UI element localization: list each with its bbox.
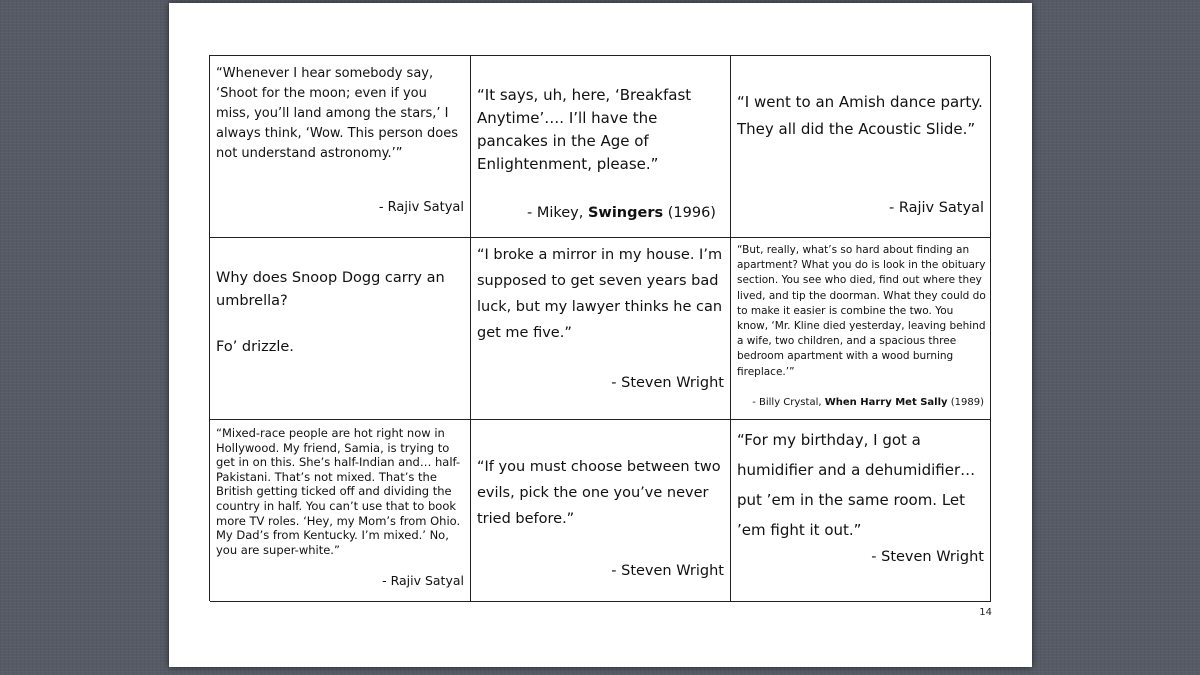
attribution-suffix: (1989): [947, 397, 984, 408]
quote-cell-4: [210, 238, 471, 420]
document-page: [169, 3, 1032, 667]
quote-attribution: [527, 205, 716, 221]
riddle-answer: Fo’ drizzle.: [216, 339, 294, 355]
quote-text: “Whenever I hear somebody say, ‘Shoot for the moon; even if you miss, you’ll land among the stars,’ I always think, ‘Wow. This person does not understand astronomy.’”: [216, 66, 459, 161]
quote-text: “For my birthday, I got a humidifier and a dehumidifier… put ’em in the same room. Let ’em fight it out.”: [737, 431, 976, 539]
quote-text: “It says, uh, here, ‘Breakfast Anytime’…. I’ll have the pancakes in the Age of Enlightenment, please.”: [477, 86, 692, 173]
quote-cell-9: [731, 420, 991, 602]
quote-cell-3: [731, 56, 991, 238]
quote-attribution: - Steven Wright: [871, 549, 984, 565]
attribution-title: Swingers: [587, 205, 664, 221]
quote-cell-2: [471, 56, 731, 238]
quote-cell-7: [210, 420, 471, 602]
quote-text: “Mixed-race people are hot right now in Hollywood. My friend, Samia, is trying to get in on this. She’s half-Indian and… half-Pakistani. That’s not mixed. That’s the British getting ticked off and dividing the country in half. You can’t use that to book more TV roles. ‘Hey, my Mom’s from Ohio. My Dad’s from Kentucky. I’m mixed.’ No, you are super-white.”: [216, 426, 461, 557]
quote-cell-8: [471, 420, 731, 602]
attribution-prefix: - Mikey,: [527, 205, 588, 221]
quote-attribution: - Rajiv Satyal: [378, 200, 464, 215]
quote-text: “If you must choose between two evils, pick the one you’ve never tried before.”: [477, 459, 721, 527]
quote-cell-6: [731, 238, 991, 420]
quote-attribution: - Rajiv Satyal: [888, 200, 984, 216]
quote-attribution: - Steven Wright: [611, 375, 724, 391]
attribution-title: When Harry Met Sally: [824, 397, 948, 408]
quote-attribution: - Steven Wright: [611, 563, 724, 579]
quote-grid: [209, 55, 990, 601]
quote-text: “I broke a mirror in my house. I’m supposed to get seven years bad luck, but my lawyer thinks he can get me five.”: [477, 247, 723, 341]
quote-cell-5: [471, 238, 731, 420]
attribution-suffix: (1996): [663, 205, 716, 221]
quote-attribution: [752, 397, 984, 408]
riddle-question: Why does Snoop Dogg carry an umbrella?: [216, 270, 445, 309]
quote-attribution: - Rajiv Satyal: [382, 573, 464, 588]
quote-text: “But, really, what’s so hard about finding an apartment? What you do is look in the obituary section. You see who died, find out where they lived, and tip the doorman. What they could do to make it easier is combine the two. You know, ‘Mr. Kline died yesterday, leaving behind a wife, two children, and a spacious three bedroom apartment with a wood burning fireplace.’”: [737, 244, 986, 378]
quote-cell-1: [210, 56, 471, 238]
attribution-prefix: - Billy Crystal,: [752, 397, 825, 408]
page-number: 14: [979, 607, 992, 618]
quote-text: “I went to an Amish dance party. They all did the Acoustic Slide.”: [737, 93, 983, 138]
